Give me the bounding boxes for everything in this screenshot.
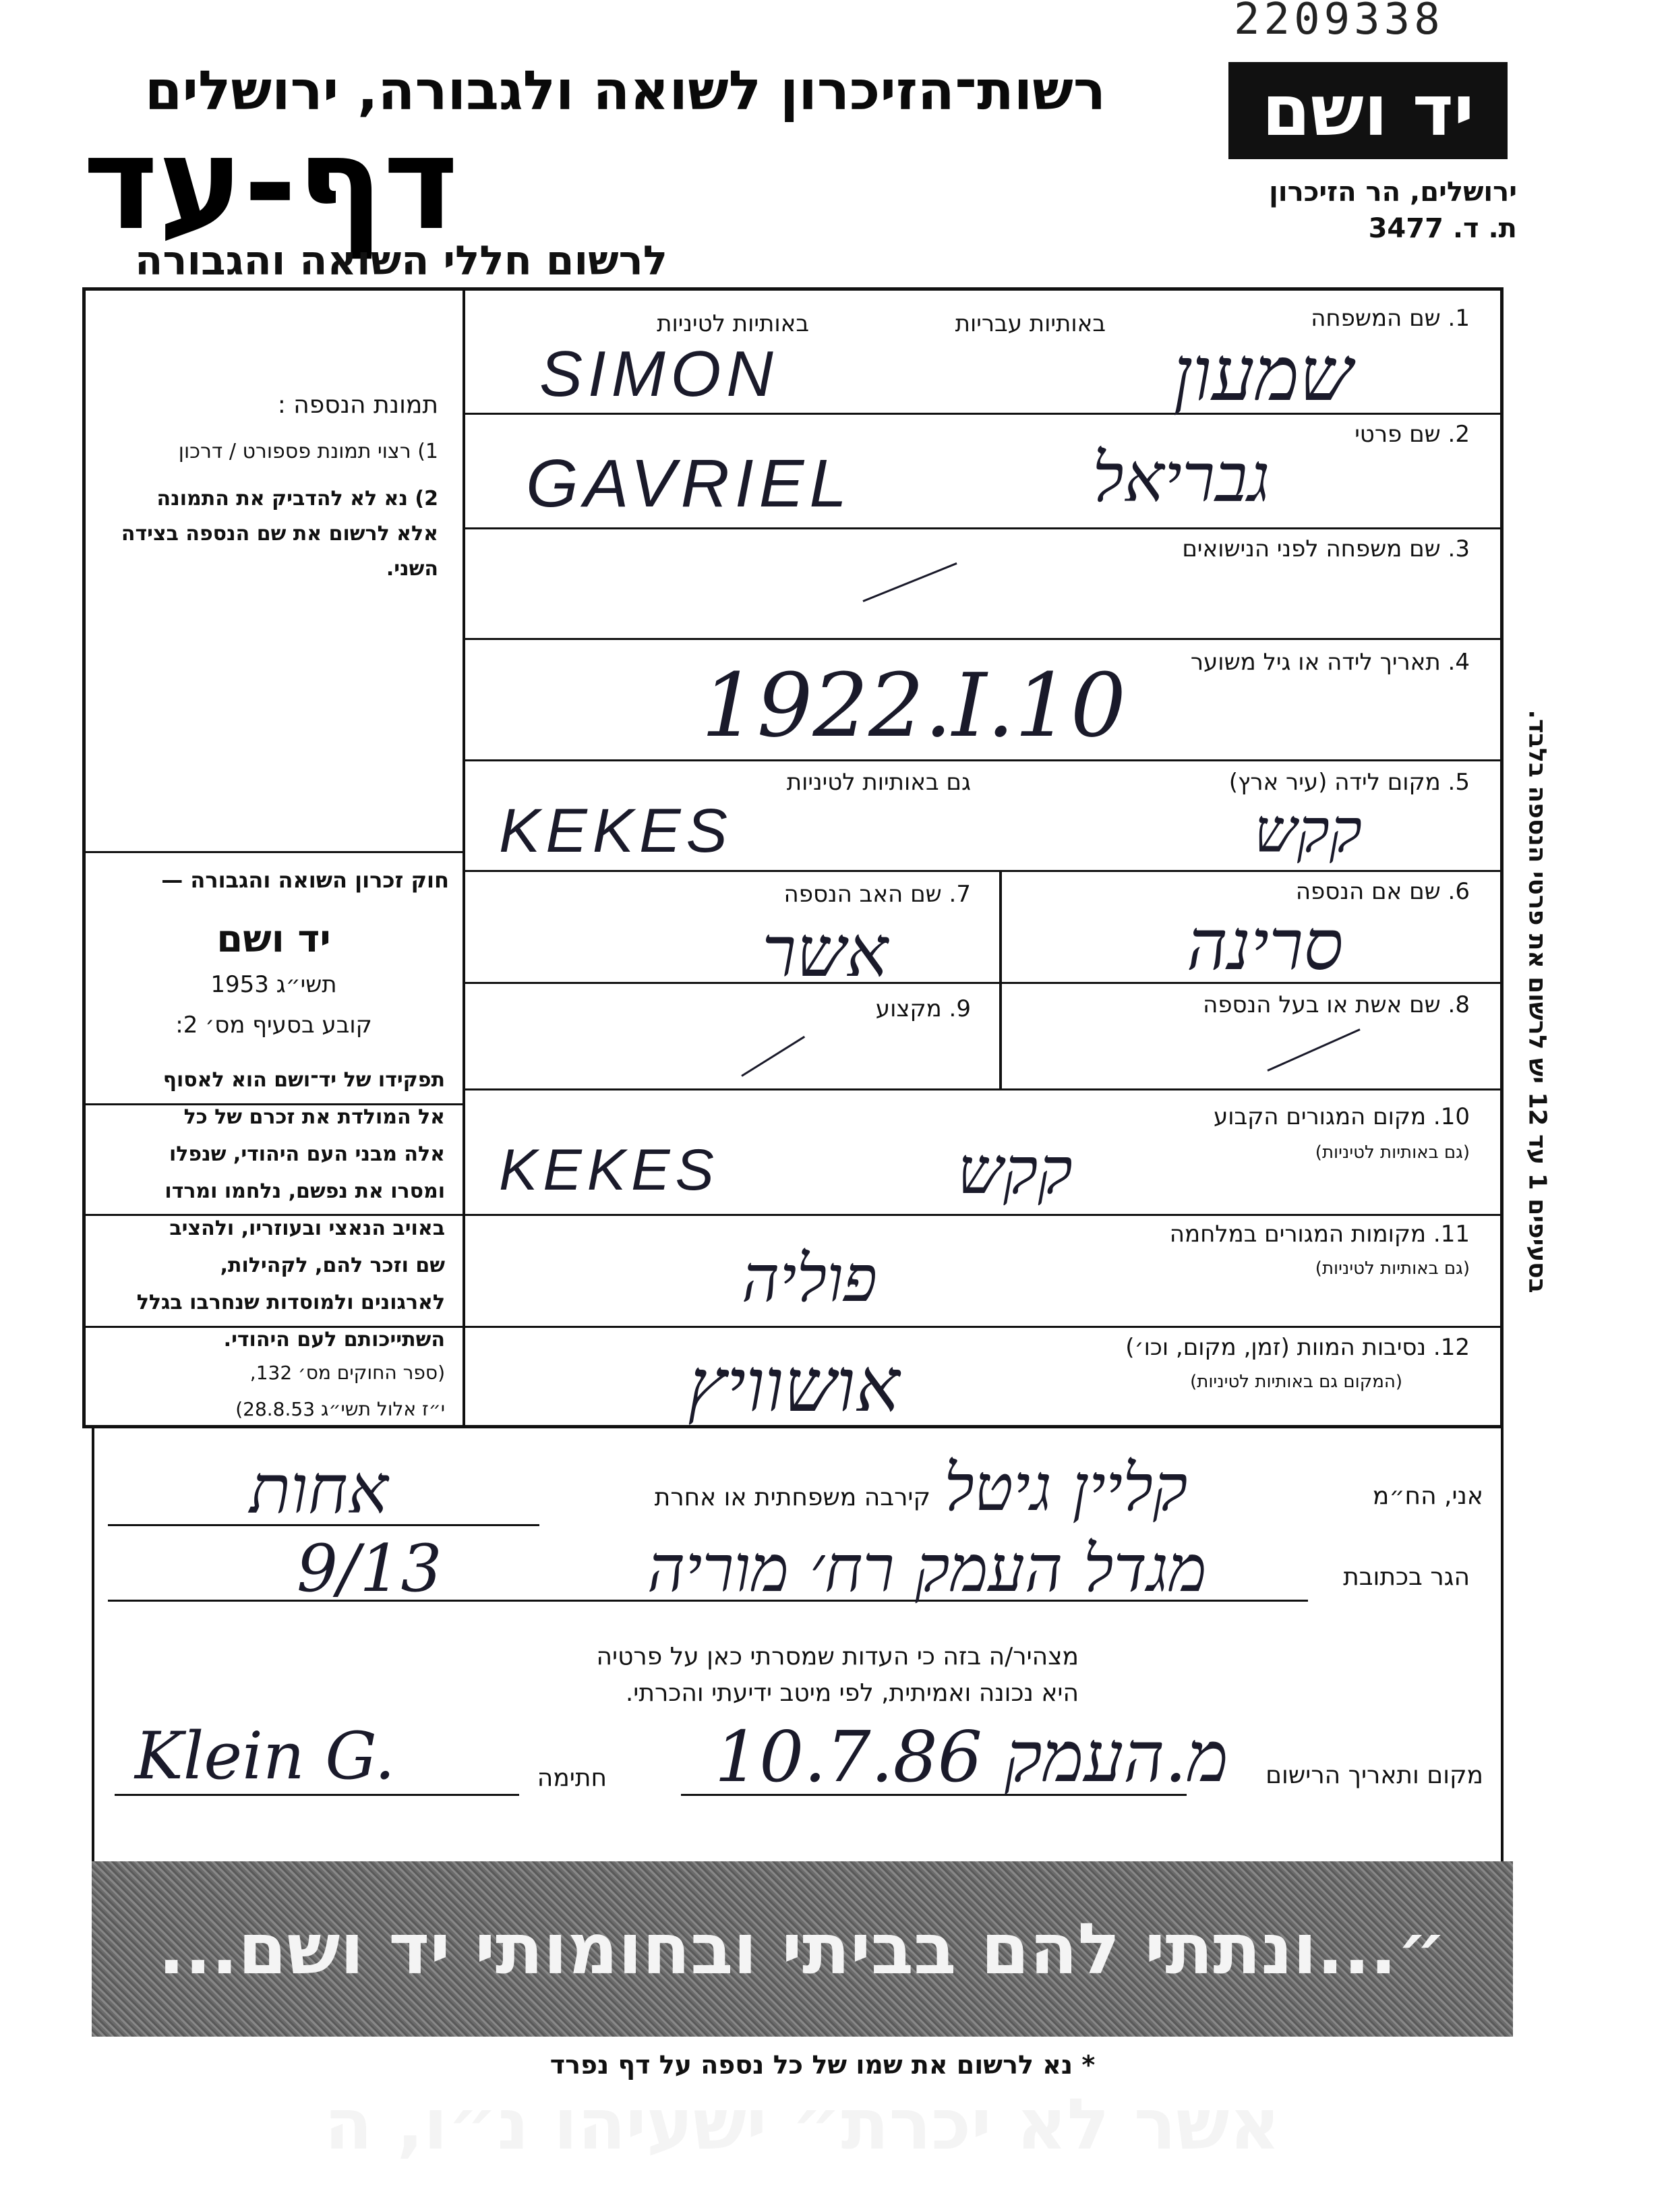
law-text-line: אל המולדת את זכרם של כל xyxy=(183,1105,445,1129)
row-line xyxy=(465,638,1501,640)
field-11-label: 11. מקומות המגורים במלחמה xyxy=(1169,1221,1470,1248)
relation-value[interactable]: אחות xyxy=(249,1450,388,1529)
address-label: הגר בכתובת xyxy=(1343,1563,1470,1591)
law-text-line: אלה מבני העם היהודי, שנפלו xyxy=(169,1142,445,1166)
field-9-label: 9. מקצוע xyxy=(875,995,971,1022)
photo-box-note-2b: אלא לרשום את שם הנספה בצידה xyxy=(121,522,438,546)
side-note xyxy=(1517,654,1557,1349)
side-note-text: בסעיפים 1 עד 12 יש לרשום את פרטי הנספה בלבד. xyxy=(1523,709,1551,1293)
law-text-line: תפקידו של יד־ושם הוא לאסוף xyxy=(162,1068,445,1092)
field-5-label: 5. מקום לידה (עיר ארץ) xyxy=(1228,769,1470,796)
field-4-label: 4. תאריך לידה או גיל משוער xyxy=(1190,649,1470,676)
row-line xyxy=(465,759,1501,761)
field-6-label: 6. שם אם הנספה xyxy=(1295,878,1470,905)
field-12-value[interactable]: אושוויץ xyxy=(688,1342,900,1428)
serial-number: 2209338 xyxy=(1234,0,1444,45)
page-subtitle: לרשום חללי השואה והגבורה xyxy=(135,237,667,285)
field-10-label: 10. מקום המגורים הקבוע xyxy=(1213,1103,1470,1130)
law-heading: חוק זכרון השואה והגבורה — xyxy=(161,867,449,893)
place-date-label: מקום ותאריך הרישום xyxy=(1266,1762,1483,1789)
place-date-value[interactable]: מ.העמק 10.7.86 xyxy=(715,1716,1228,1798)
column-divider xyxy=(463,290,465,1426)
signature-underline xyxy=(115,1794,519,1796)
law-text-line: באויב הנאצי ובעוזריו, ולהציב xyxy=(169,1217,445,1240)
declaration-left-border xyxy=(92,1428,94,1861)
row-line xyxy=(465,870,1501,872)
row-split-divider xyxy=(999,870,1002,1088)
field-1-value-latin[interactable]: SIMON xyxy=(539,338,779,410)
address-value[interactable]: מגדל העמק רח׳ מוריה xyxy=(647,1531,1207,1606)
law-text-line: שם וזכר להם, לקהילות, xyxy=(220,1254,445,1277)
left-box-separator xyxy=(85,851,463,853)
field-1-label: 1. שם המשפחה xyxy=(1311,305,1470,332)
law-text-line: השתייכותם לעם היהודי. xyxy=(223,1328,445,1351)
footer-note: * נא לרשום את שמו של כל נספה על דף נפרד xyxy=(549,2050,1096,2080)
field-6-value[interactable]: סרינה xyxy=(1187,904,1344,986)
signature-label: חתימה xyxy=(537,1764,607,1792)
field-5-value-latin[interactable]: KEKES xyxy=(499,796,733,865)
law-text xyxy=(101,1061,445,1358)
address-line-2: ת. ד. 3477 xyxy=(1368,213,1517,244)
field-7-value[interactable]: אשר xyxy=(762,910,889,993)
address-number[interactable]: 9/13 xyxy=(297,1531,442,1606)
row-line xyxy=(465,527,1501,529)
field-1-hebrew-hint: באותיות עבריות xyxy=(955,310,1106,337)
statement-line-2: היא נכונה ואמיתית, לפי מיטב ידיעתי והכרתי. xyxy=(625,1679,1079,1707)
field-10-value-latin[interactable]: KEKES xyxy=(499,1138,719,1202)
statement-line-1: מצהיר/ה בזה כי העדות שמסרתי כאן על פרטיה xyxy=(596,1643,1079,1670)
field-5-value-hebrew[interactable]: קקש xyxy=(1254,796,1363,867)
law-year: תשי״ג 1953 xyxy=(210,971,337,998)
declaration-right-border xyxy=(1501,1428,1504,1861)
field-12-label: 12. נסיבות המוות (זמן, מקום, וכו׳) xyxy=(1125,1334,1470,1361)
field-5-hint: גם באותיות לטיניות xyxy=(786,769,971,796)
field-4-value[interactable]: 1922.I.10 xyxy=(701,654,1127,757)
field-3-label: 3. שם משפחה לפני הנישואים xyxy=(1182,535,1470,562)
address-line-1: ירושלים, הר הזיכרון xyxy=(1269,177,1517,208)
law-name: יד ושם xyxy=(216,917,331,961)
page-title: דף-עד xyxy=(82,109,458,258)
photo-box-note-2: 2) נא לא להדביק את התמונה xyxy=(156,487,438,511)
field-7-label: 7. שם האב הנספה xyxy=(783,881,971,908)
law-reference-2: י״ז אלול תשי״ג 28.8.53) xyxy=(235,1398,445,1420)
signature[interactable]: Klein G. xyxy=(135,1718,396,1794)
field-8-label: 8. שם אשת או בעל הנספה xyxy=(1203,991,1470,1018)
yad-vashem-logo: יד ושם xyxy=(1228,62,1508,159)
field-11-hint: (גם באותיות לטיניות) xyxy=(1315,1258,1470,1279)
row-line xyxy=(465,1088,1501,1090)
photo-box-note-2c: השני. xyxy=(386,557,438,581)
field-1-latin-hint: באותיות לטיניות xyxy=(657,310,809,337)
law-text-line: ומסרו את נפשם, נלחמו ומרדו xyxy=(165,1180,445,1203)
field-12-hint: (המקום גם באותיות לטיניות) xyxy=(1190,1372,1402,1392)
field-2-value-hebrew[interactable]: גבריאל xyxy=(1092,438,1270,517)
field-2-label: 2. שם פרטי xyxy=(1355,421,1470,448)
field-2-value-latin[interactable]: GAVRIEL xyxy=(526,446,852,521)
relation-label: קירבה משפחתית או אחרת xyxy=(654,1484,930,1511)
banner-quote: ״...ונתתי להם בביתי ובחומותי יד ושם... אשר לא יכרת״ ישעיהו נ״ו, ה xyxy=(158,1908,1447,2165)
photo-box-note-1: 1) רצוי תמונת פספורט / דרכון xyxy=(178,440,438,463)
row-line xyxy=(465,982,1501,984)
law-reference-1: (ספר החוקים מס׳ 132, xyxy=(249,1362,445,1384)
field-10-hint: (גם באותיות לטיניות) xyxy=(1315,1142,1470,1163)
declarant-label: אני, הח״מ xyxy=(1372,1482,1483,1510)
law-clause: קובע בסעיף מס׳ 2: xyxy=(175,1012,372,1039)
declarant-name[interactable]: קליין גיטל xyxy=(944,1450,1188,1525)
photo-box-title: תמונת הנספה : xyxy=(277,391,438,419)
field-10-value-hebrew[interactable]: קקש xyxy=(957,1133,1073,1209)
field-11-value[interactable]: פוליה xyxy=(742,1241,878,1316)
law-text-line: לארגונים ולמוסדות שנחרבו בגלל xyxy=(136,1291,445,1314)
field-1-value-hebrew[interactable]: שמעון xyxy=(1173,330,1353,418)
organization-name: רשות־הזיכרון לשואה ולגבורה, ירושלים xyxy=(144,59,1106,122)
